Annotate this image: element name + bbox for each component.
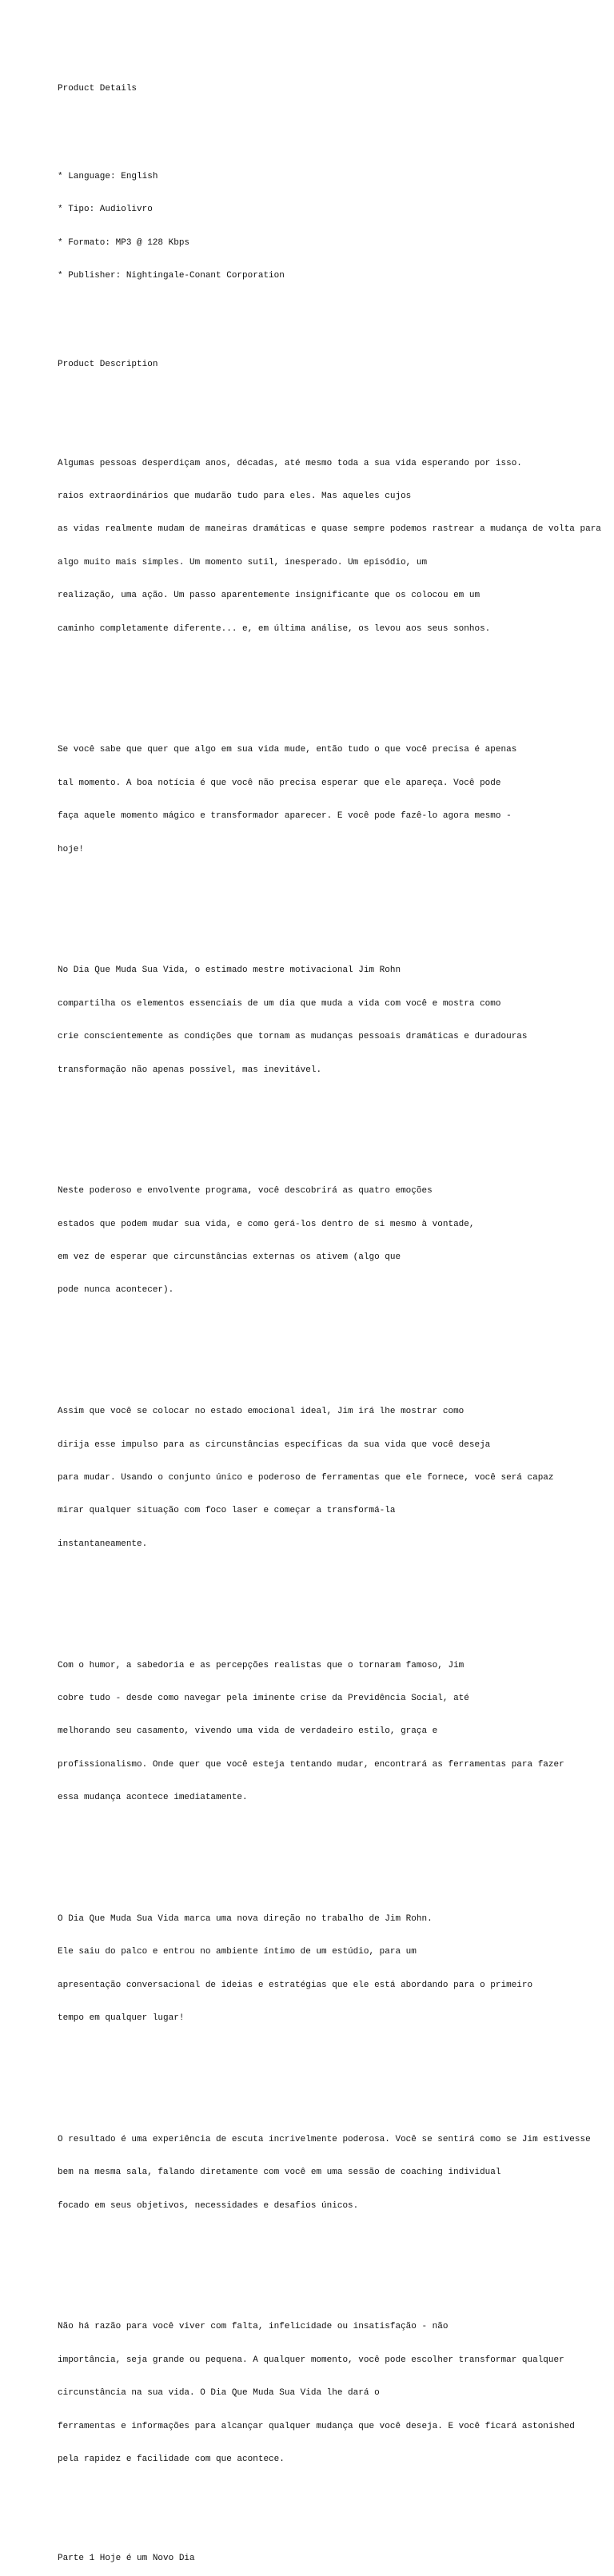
text-line: O resultado é uma experiência de escuta incrivelmente poderosa. Você se sentirá como se Jim estivesse	[58, 2134, 591, 2144]
text-line: instantaneamente.	[58, 1539, 148, 1549]
text-line: bem na mesma sala, falando diretamente com você em uma sessão de coaching individual	[58, 2168, 501, 2178]
detail-item-publisher: * Publisher: Nightingale-Conant Corporation	[58, 271, 285, 281]
text-line: Algumas pessoas desperdiçam anos, décadas, até mesmo toda a sua vida esperando por isso.	[58, 458, 522, 468]
text-line: profissionalismo. Onde quer que você esteja tentando mudar, encontrará as ferramentas para fazer	[58, 1759, 564, 1770]
description-paragraph-2	[58, 723, 614, 878]
text-line: dirija esse impulso para as circunstâncias específicas da sua vida que você deseja	[58, 1439, 491, 1450]
text-line: Neste poderoso e envolvente programa, você descobrirá as quatro emoções	[58, 1186, 433, 1196]
text-line: faça aquele momento mágico e transformador aparecer. E você pode fazê-lo agora mesmo -	[58, 811, 512, 822]
product-details-list	[58, 149, 614, 304]
description-paragraph-3	[58, 944, 614, 1098]
spacer	[58, 1340, 614, 1352]
text-line: tempo em qualquer lugar!	[58, 2013, 185, 2024]
text-line: compartilha os elementos essenciais de um dia que muda a vida com você e mostra como	[58, 998, 501, 1009]
text-line: pela rapidez e facilidade com que acontece.	[58, 2454, 285, 2464]
text-line: transformação não apenas possível, mas inevitável.	[58, 1065, 322, 1075]
description-paragraph-8	[58, 2112, 614, 2234]
detail-item-format: * Formato: MP3 @ 128 Kbps	[58, 237, 190, 248]
spacer	[58, 1848, 614, 1859]
text-line: realização, uma ação. Um passo aparentemente insignificante que os colocou em um	[58, 591, 480, 601]
text-line: focado em seus objetivos, necessidades e desafios únicos.	[58, 2200, 359, 2211]
text-line: ferramentas e informações para alcançar qualquer mudança que você deseja. E você ficará astonished	[58, 2421, 575, 2431]
text-line: Ele saiu do palco e entrou no ambiente íntimo de um estúdio, para um	[58, 1947, 417, 1957]
spacer	[58, 900, 614, 911]
text-line: importância, seja grande ou pequena. A qualquer momento, você pode escolher transformar qualquer	[58, 2355, 564, 2365]
spacer	[58, 1595, 614, 1606]
text-line: para mudar. Usando o conjunto único e poderoso de ferramentas que ele fornece, você será capaz	[58, 1473, 554, 1483]
spacer	[58, 117, 614, 128]
description-paragraph-1	[58, 436, 614, 657]
text-line: apresentação conversacional de ideias e estratégias que ele está abordando para o primeiro	[58, 1980, 533, 1990]
text-line: hoje!	[58, 844, 85, 854]
text-line: estados que podem mudar sua vida, e como gerá-los dentro de si mesmo à vontade,	[58, 1219, 475, 1229]
description-paragraph-6	[58, 1638, 614, 1826]
description-paragraph-4	[58, 1165, 614, 1319]
text-line: melhorando seu casamento, vivendo uma vida de verdadeiro estilo, graça e	[58, 1726, 438, 1737]
text-line: as vidas realmente mudam de maneiras dramáticas e quase sempre podemos rastrear a mudança de volta para	[58, 524, 601, 535]
product-description-heading: Product Description	[58, 359, 158, 369]
part-heading: Parte 1 Hoje é um Novo Dia	[58, 2554, 195, 2564]
text-line: raios extraordinários que mudarão tudo para eles. Mas aqueles cujos	[58, 492, 412, 502]
text-line: Com o humor, a sabedoria e as percepções realistas que o tornaram famoso, Jim	[58, 1660, 464, 1670]
spacer	[58, 1121, 614, 1132]
text-line: algo muito mais simples. Um momento sutil, inesperado. Um episódio, um	[58, 557, 428, 567]
detail-item-language: * Language: English	[58, 171, 158, 181]
description-paragraph-7	[58, 1892, 614, 2046]
spacer	[58, 392, 614, 404]
text-line: crie conscientemente as condições que tornam as mudanças pessoais dramáticas e duradouras	[58, 1032, 528, 1042]
text-line: em vez de esperar que circunstâncias externas os ativem (algo que	[58, 1252, 401, 1263]
text-line: mirar qualquer situação com foco laser e começar a transformá-la	[58, 1506, 396, 1516]
text-line: circunstância na sua vida. O Dia Que Muda Sua Vida lhe dará o	[58, 2388, 380, 2399]
text-line: tal momento. A boa notícia é que você não precisa esperar que ele apareça. Você pode	[58, 778, 501, 788]
spacer	[58, 2510, 614, 2521]
detail-item-type: * Tipo: Audiolivro	[58, 205, 153, 215]
description-paragraph-5	[58, 1385, 614, 1573]
document-page	[58, 62, 614, 2576]
product-details-heading: Product Details	[58, 83, 138, 94]
text-line: essa mudança acontece imediatamente.	[58, 1793, 248, 1803]
text-line: caminho completamente diferente... e, em última análise, os levou aos seus sonhos.	[58, 623, 491, 634]
text-line: Não há razão para você viver com falta, infelicidade ou insatisfação - não	[58, 2322, 449, 2332]
description-paragraph-9	[58, 2300, 614, 2488]
spacer	[58, 2256, 614, 2267]
text-line: cobre tudo - desde como navegar pela iminente crise da Previdência Social, até	[58, 1693, 469, 1703]
spacer	[58, 326, 614, 337]
spacer	[58, 2068, 614, 2080]
spacer	[58, 679, 614, 691]
text-line: pode nunca acontecer).	[58, 1285, 174, 1296]
text-line: No Dia Que Muda Sua Vida, o estimado mestre motivacional Jim Rohn	[58, 966, 401, 976]
text-line: Se você sabe que quer que algo em sua vida mude, então tudo o que você precisa é apenas	[58, 745, 517, 755]
text-line: Assim que você se colocar no estado emocional ideal, Jim irá lhe mostrar como	[58, 1407, 464, 1417]
text-line: O Dia Que Muda Sua Vida marca uma nova direção no trabalho de Jim Rohn.	[58, 1913, 433, 1924]
